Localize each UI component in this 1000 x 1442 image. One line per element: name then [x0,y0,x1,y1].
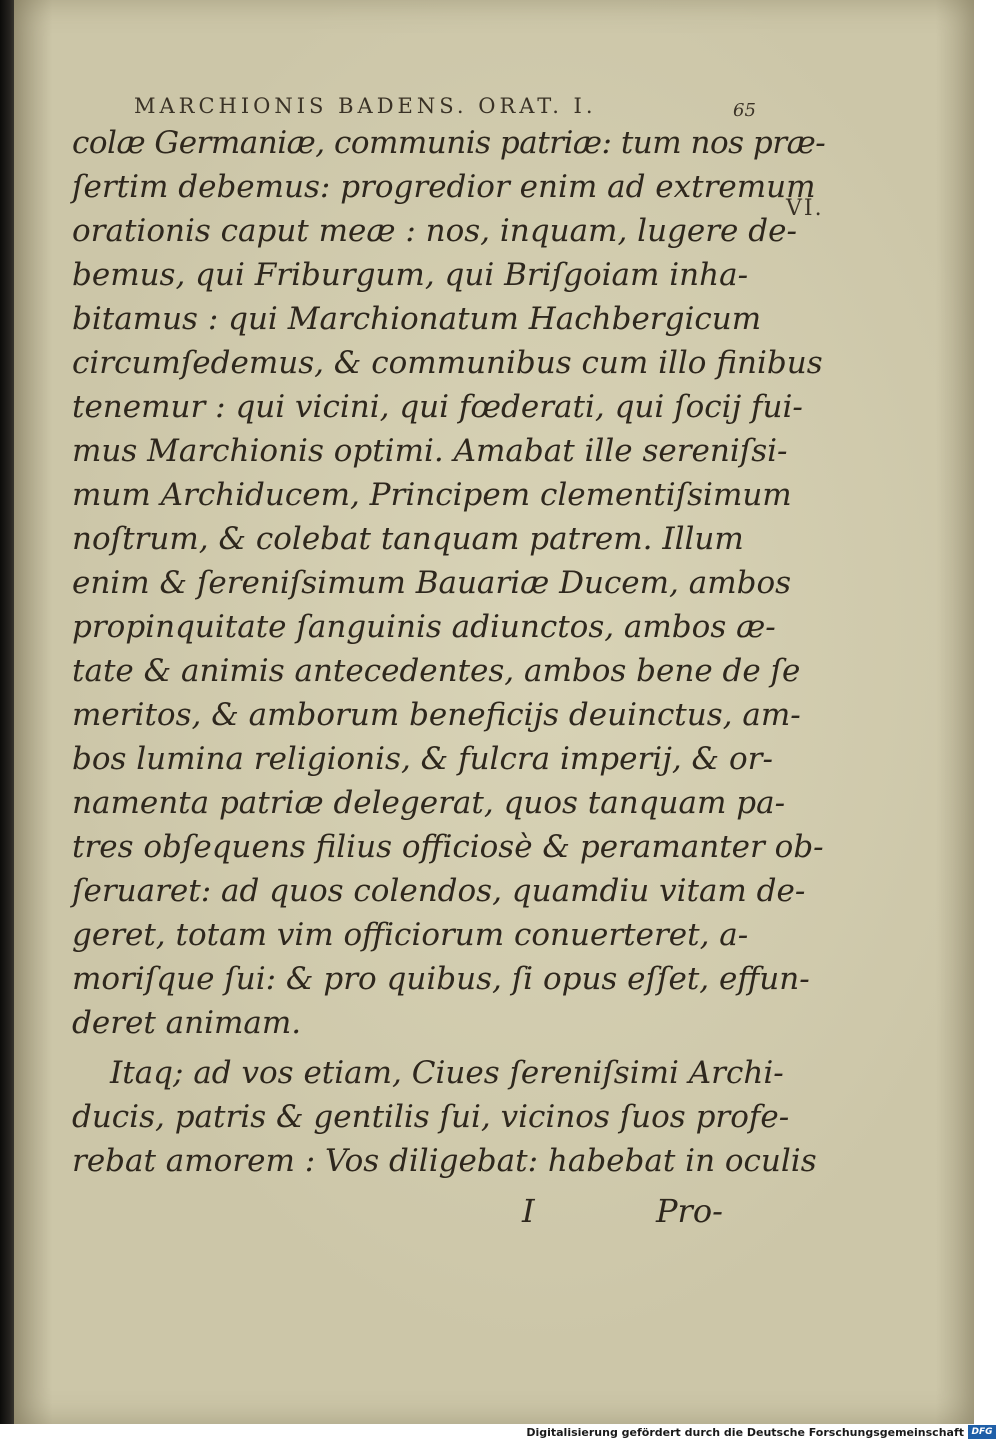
text-line: ducis, patris & gentilis ſui, vicinos ſuos profe- [72,1099,790,1135]
text-line: colæ Germaniæ, communis patriæ: tum nos præ- [72,125,826,161]
text-line: mus Marchionis optimi. Amabat ille sereniſsi- [72,433,788,469]
text-line: enim & ſereniſsimum Bauariæ Ducem, ambos [72,565,792,601]
marginal-note: VI. [786,196,824,221]
text-line: propinquitate ſanguinis adiunctos, ambos æ- [72,609,776,645]
text-line: namenta patriæ delegerat, quos tanquam pa- [72,785,786,821]
text-line: ſeruaret: ad quos colendos, quamdiu vitam de- [72,873,806,909]
text-line: ſertim debemus: progredior enim ad extremum [72,169,816,205]
text-line: tenemur : qui vicini, qui fœderati, qui ſocij fui- [72,389,803,425]
running-head: MARCHIONIS BADENS. ORAT. I. [134,94,597,118]
catchword: Pro- [656,1192,723,1230]
text-line: deret animam. [72,1005,302,1041]
signature-mark: I [522,1192,535,1230]
text-line: mum Archiducem, Principem clementiſsimum [72,477,792,513]
text-line: moriſque ſui: & pro quibus, ſi opus eſſet, effun- [72,961,810,997]
text-line: rebat amorem : Vos diligebat: habebat in oculis [72,1143,817,1179]
text-line: bemus, qui Friburgum, qui Briſgoiam inha- [72,257,749,293]
text-line: tres obſequens filius officiosè & peramanter ob- [72,829,824,865]
text-line: tate & animis antecedentes, ambos bene de ſe [72,653,801,689]
text-line: Itaq; ad vos etiam, Ciues ſereniſsimi Archi- [110,1055,784,1091]
text-line: bos lumina religionis, & fulcra imperij, & or- [72,741,773,777]
text-line: bitamus : qui Marchionatum Hachbergicum [72,301,762,337]
dfg-logo: DFG [968,1425,996,1439]
funding-credit: Digitalisierung gefördert durch die Deutsche Forschungsgemeinschaft [526,1426,964,1439]
text-line: noſtrum, & colebat tanquam patrem. Illum [72,521,744,557]
text-line: geret, totam vim officiorum conuerteret, a- [72,917,749,953]
text-line: circumſedemus, & communibus cum illo finibus [72,345,823,381]
text-line: orationis caput meæ : nos, inquam, lugere de- [72,213,797,249]
text-line: meritos, & amborum beneficijs deuinctus, am- [72,697,801,733]
page-number: 65 [733,100,756,121]
